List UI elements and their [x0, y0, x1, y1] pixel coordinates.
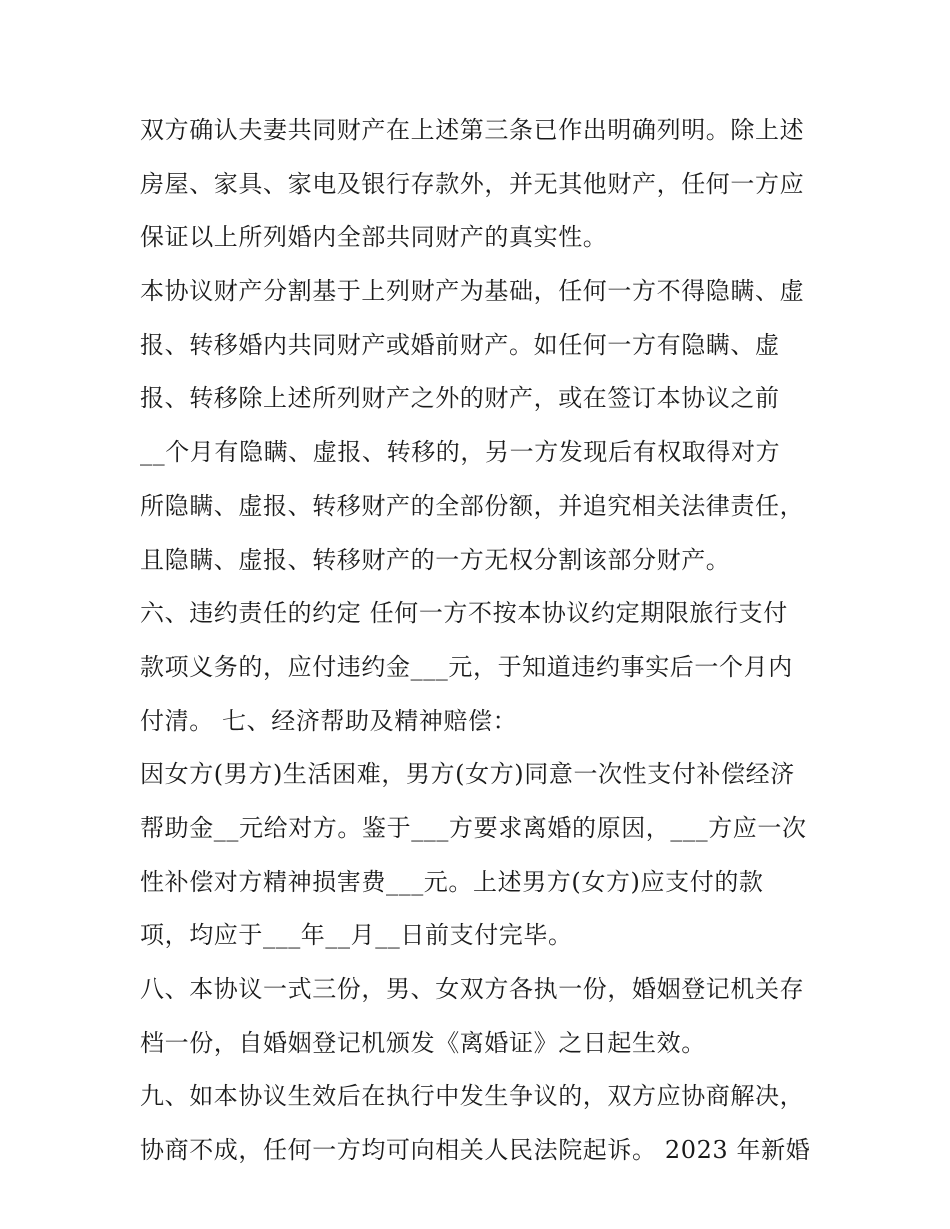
text-line: 所隐瞒、虚报、转移财产的全部份额，并追究相关法律责任， — [140, 491, 805, 520]
text-line: 报、转移除上述所列财产之外的财产，或在签订本协议之前 — [140, 384, 780, 413]
text-line: 档一份，自婚姻登记机颁发《离婚证》之日起生效。 — [140, 1028, 706, 1057]
document-body — [140, 104, 830, 1178]
text-line: 保证以上所列婚内全部共同财产的真实性。 — [140, 223, 608, 252]
section-heading-line: 付清。 七、经济帮助及精神赔偿： — [140, 706, 518, 735]
text-line: 帮助金__元给对方。鉴于___方要求离婚的原因，___方应一次 — [140, 813, 807, 842]
text-line: 协商不成，任何一方均可向相关人民法院起诉。 2023 年新婚 — [140, 1136, 811, 1165]
text-line: 因女方(男方)生活困难，男方(女方)同意一次性支付补偿经济 — [140, 760, 795, 789]
text-line: 双方确认夫妻共同财产在上述第三条已作出明确列明。除上述 — [140, 116, 805, 144]
section-heading-line: 九、如本协议生效后在执行中发生争议的，双方应协商解决， — [140, 1082, 805, 1111]
section-heading-line: 六、违约责任的约定 任何一方不按本协议约定期限旅行支付 — [140, 599, 788, 628]
text-line: 款项义务的，应付违约金___元，于知道违约事实后一个月内 — [140, 652, 793, 681]
text-line: 报、转移婚内共同财产或婚前财产。如任何一方有隐瞒、虚 — [140, 330, 780, 359]
section-heading-line: 八、本协议一式三份，男、女双方各执一份，婚姻登记机关存 — [140, 975, 805, 1003]
text-line: 本协议财产分割基于上列财产为基础，任何一方不得隐瞒、虚 — [140, 277, 805, 306]
text-line: __个月有隐瞒、虚报、转移的，另一方发现后有权取得对方 — [140, 438, 781, 467]
text-line: 且隐瞒、虚报、转移财产的一方无权分割该部分财产。 — [140, 545, 731, 574]
text-line: 房屋、家具、家电及银行存款外，并无其他财产，任何一方应 — [140, 169, 805, 198]
text-line: 项，均应于___年__月__日前支付完毕。 — [140, 921, 573, 950]
text-line: 性补偿对方精神损害费___元。上述男方(女方)应支付的款 — [140, 867, 764, 896]
